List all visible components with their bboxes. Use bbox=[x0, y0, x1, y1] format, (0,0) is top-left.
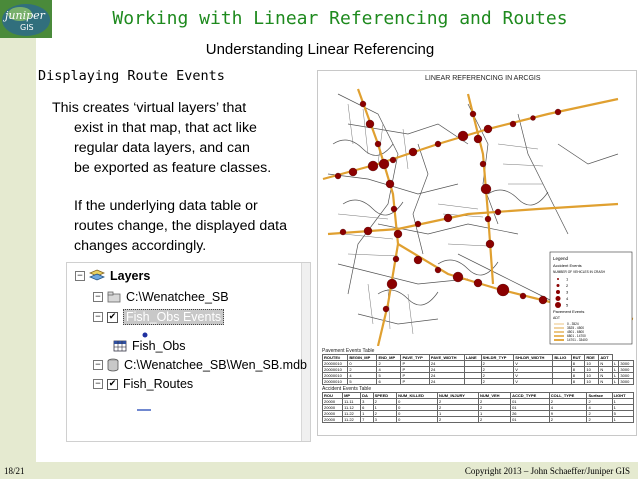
table-cell: 2 bbox=[481, 367, 514, 373]
pavement-class-label: 3525 - 4500 bbox=[567, 326, 585, 331]
toc-database-label: C:\Wenatchee_SB\Wen_SB.mdb bbox=[124, 358, 307, 372]
table-cell: 5 bbox=[348, 379, 377, 385]
paragraph-data-changes bbox=[52, 196, 287, 256]
slide-title: Working with Linear Referencing and Routes bbox=[112, 8, 568, 29]
legend-symbol bbox=[555, 302, 561, 308]
table-icon bbox=[113, 340, 127, 352]
table-cell: 20000 bbox=[323, 417, 343, 423]
paragraph-line: be exported as feature classes. bbox=[74, 160, 272, 176]
table-header-cell: SPEED bbox=[373, 393, 397, 399]
table-cell: 2 bbox=[549, 417, 587, 423]
table-cell: 4 bbox=[549, 405, 587, 411]
table-cell: 2 bbox=[438, 399, 479, 405]
table-header-cell: ROU bbox=[323, 393, 343, 399]
paragraph-line: exist in that map, that act like bbox=[74, 120, 257, 136]
table-header-cell: PAVE_WIDTH bbox=[429, 355, 464, 361]
table-cell bbox=[464, 379, 481, 385]
legend-symbol bbox=[556, 290, 560, 294]
table-cell: 24 bbox=[429, 367, 464, 373]
table-cell: 1 bbox=[373, 405, 397, 411]
table-of-contents-panel bbox=[66, 262, 311, 442]
table-cell: 1 bbox=[612, 417, 633, 423]
table-cell: V bbox=[514, 379, 553, 385]
table-header-cell: SHLDR_WIDTH bbox=[514, 355, 553, 361]
pavement-class-label: 0 - 3524 bbox=[567, 322, 579, 327]
table-cell: 2 bbox=[587, 417, 612, 423]
pavement-table-title: Pavement Events Table bbox=[322, 348, 375, 354]
table-cell: N bbox=[599, 373, 613, 379]
table-header-cell: DA bbox=[361, 393, 373, 399]
table-cell: 10 bbox=[585, 361, 599, 367]
table-cell: 10 bbox=[585, 373, 599, 379]
svg-text:juniper: juniper bbox=[5, 9, 45, 22]
table-cell: 11.11 bbox=[343, 399, 361, 405]
collapse-icon[interactable]: − bbox=[75, 271, 85, 281]
table-header-cell: Surface bbox=[587, 393, 612, 399]
collapse-icon[interactable]: − bbox=[93, 360, 103, 370]
pavement-class-label: 6801 - 14700 bbox=[567, 334, 586, 339]
slide-number: 18/21 bbox=[4, 466, 25, 476]
table-cell: 0 bbox=[397, 399, 438, 405]
table-header-cell: NUM_INJURY bbox=[438, 393, 479, 399]
svg-text:GIS: GIS bbox=[20, 23, 34, 32]
table-header-cell: RUT bbox=[571, 355, 585, 361]
table-cell: 01 bbox=[511, 405, 550, 411]
legend-class-label: 1 bbox=[566, 276, 569, 282]
table-cell: 4 bbox=[348, 373, 377, 379]
table-cell: P bbox=[401, 367, 429, 373]
pavement-legend-field: ADT bbox=[553, 316, 560, 320]
table-cell: 6 bbox=[377, 379, 401, 385]
legend-title: Legend bbox=[553, 256, 569, 261]
database-icon bbox=[107, 358, 119, 372]
juniper-gis-logo bbox=[0, 0, 52, 38]
toc-layer-row-fish-obs-events[interactable] bbox=[93, 309, 224, 325]
table-cell: 11.12 bbox=[343, 405, 361, 411]
table-cell: 20000010 bbox=[323, 361, 348, 367]
table-cell: 01 bbox=[511, 417, 550, 423]
table-cell: 3000 bbox=[619, 361, 634, 367]
table-header-cell: LIGHT bbox=[612, 393, 633, 399]
pavement-class-label: 4501 - 6800 bbox=[567, 330, 585, 335]
toc-scrollbar[interactable] bbox=[301, 263, 310, 441]
table-cell: N bbox=[599, 367, 613, 373]
accident-events-table-panel bbox=[322, 386, 634, 423]
legend-symbol bbox=[556, 296, 561, 301]
table-header-cell: END_MP bbox=[377, 355, 401, 361]
table-cell: 24 bbox=[429, 361, 464, 367]
accident-table-title: Accident Events Table bbox=[322, 386, 372, 392]
table-cell: 0 bbox=[397, 405, 438, 411]
legend-class-label: 5 bbox=[566, 302, 569, 308]
table-header-cell: PAVE_TYP bbox=[401, 355, 429, 361]
table-cell: P bbox=[401, 379, 429, 385]
legend-class-label: 2 bbox=[566, 283, 569, 288]
table-header-cell: ACCD_TYPE bbox=[511, 393, 550, 399]
table-cell: 1 bbox=[612, 405, 633, 411]
table-cell: 2 bbox=[481, 373, 514, 379]
table-cell: 8 bbox=[571, 379, 585, 385]
toc-root-label: Layers bbox=[110, 269, 151, 283]
paragraph-line: changes accordingly. bbox=[74, 238, 207, 254]
table-cell: 3 bbox=[361, 399, 373, 405]
pavement-events-table bbox=[322, 354, 634, 385]
table-cell: 8 bbox=[571, 367, 585, 373]
table-header-cell: SHLDR_TYP bbox=[481, 355, 514, 361]
table-cell: 1 bbox=[361, 411, 373, 417]
table-cell: 2 bbox=[481, 379, 514, 385]
paragraph-line: routes change, the displayed data bbox=[74, 218, 287, 234]
paragraph-virtual-layers bbox=[52, 98, 271, 178]
table-cell: 20000010 bbox=[323, 373, 348, 379]
table-cell: 3000 bbox=[619, 367, 634, 373]
toc-layer-label[interactable]: Fish_Obs Events bbox=[123, 309, 224, 325]
slide-sidebar-band bbox=[0, 0, 36, 462]
table-cell: 2 bbox=[438, 417, 479, 423]
table-cell: 2 bbox=[479, 399, 511, 405]
collapse-icon[interactable]: − bbox=[93, 312, 103, 322]
table-cell: 20000010 bbox=[323, 367, 348, 373]
folder-icon bbox=[107, 291, 121, 303]
table-cell: 0 bbox=[397, 417, 438, 423]
table-cell: 5 bbox=[377, 373, 401, 379]
toc-table-label: Fish_Obs bbox=[132, 339, 186, 353]
table-cell: 0 bbox=[348, 361, 377, 367]
table-header-cell: NUM_VEH bbox=[479, 393, 511, 399]
legend-subtitle: Accident Events bbox=[553, 263, 582, 268]
table-cell: 8 bbox=[571, 373, 585, 379]
toc-table-row-fish-obs[interactable] bbox=[113, 339, 186, 353]
table-row bbox=[323, 417, 634, 423]
legend-symbol bbox=[557, 278, 559, 280]
table-cell: 20000010 bbox=[323, 379, 348, 385]
layer-visibility-checkbox[interactable]: ✔ bbox=[108, 378, 117, 389]
table-cell: V bbox=[514, 373, 553, 379]
paragraph-line: regular data layers, and can bbox=[74, 140, 250, 156]
accident-event-points bbox=[335, 101, 561, 312]
toc-root-row[interactable] bbox=[75, 269, 150, 283]
table-cell: 2 bbox=[438, 405, 479, 411]
toc-layer-label[interactable]: Fish_Routes bbox=[123, 377, 194, 391]
pavement-events-table-panel bbox=[322, 348, 634, 385]
table-cell: 6 bbox=[361, 405, 373, 411]
toc-layer-row-fish-routes[interactable] bbox=[93, 377, 193, 391]
table-cell: 2 bbox=[373, 411, 397, 417]
table-cell: L bbox=[613, 361, 619, 367]
table-cell: P bbox=[401, 373, 429, 379]
table-cell: L bbox=[613, 379, 619, 385]
table-cell: 0 bbox=[397, 411, 438, 417]
table-cell: P bbox=[401, 361, 429, 367]
table-cell: 8 bbox=[571, 361, 585, 367]
table-cell: 7 bbox=[361, 417, 373, 423]
accident-events-table bbox=[322, 392, 634, 423]
paragraph-line: This creates ‘virtual layers’ that bbox=[52, 100, 247, 116]
table-cell: 4 bbox=[587, 405, 612, 411]
table-cell: N bbox=[599, 379, 613, 385]
legend-class-label: 4 bbox=[566, 296, 569, 301]
table-header-cell: BEGIN_MP bbox=[348, 355, 377, 361]
table-cell: 4 bbox=[377, 367, 401, 373]
collapse-icon[interactable]: − bbox=[93, 292, 103, 302]
table-cell: 20000 bbox=[323, 411, 343, 417]
table-cell: 20000 bbox=[323, 405, 343, 411]
table-cell: N bbox=[599, 361, 613, 367]
table-row bbox=[323, 379, 634, 385]
paragraph-line: If the underlying data table or bbox=[74, 198, 258, 214]
table-cell: 24 bbox=[429, 373, 464, 379]
table-cell bbox=[553, 379, 571, 385]
table-cell: 24 bbox=[429, 379, 464, 385]
table-header-cell: ROUTE# bbox=[323, 355, 348, 361]
table-cell: 2 bbox=[549, 399, 587, 405]
table-cell: 1 bbox=[479, 411, 511, 417]
copyright-notice: Copyright 2013 – John Schaeffer/Juniper GIS bbox=[464, 466, 630, 476]
table-cell: 2 bbox=[587, 399, 612, 405]
table-cell: 01 bbox=[511, 399, 550, 405]
table-header-cell: MP bbox=[343, 393, 361, 399]
legend-class-label: 3 bbox=[566, 289, 569, 295]
table-cell: 1 bbox=[612, 399, 633, 405]
slide-subtitle: Understanding Linear Referencing bbox=[205, 41, 435, 58]
table-cell: 11.22 bbox=[343, 411, 361, 417]
table-header-cell: ADT bbox=[599, 355, 613, 361]
table-cell: 10 bbox=[585, 367, 599, 373]
pavement-class-label: 14701 - 33400 bbox=[567, 338, 588, 343]
table-cell: 2 bbox=[348, 367, 377, 373]
layer-visibility-checkbox[interactable]: ✔ bbox=[108, 311, 117, 322]
toc-data-frame-label: C:\Wenatchee_SB bbox=[126, 290, 229, 304]
table-cell: V bbox=[514, 361, 553, 367]
table-cell: 11.22 bbox=[343, 417, 361, 423]
table-header-cell: BLLIG bbox=[553, 355, 571, 361]
layers-icon bbox=[89, 269, 105, 283]
table-cell: V bbox=[514, 367, 553, 373]
table-cell: 10 bbox=[585, 379, 599, 385]
table-cell: L bbox=[613, 367, 619, 373]
legend-field: NUMBER OF VEHICLES IN CRASH bbox=[553, 270, 605, 274]
pavement-legend-title: Pavement Events bbox=[553, 309, 585, 314]
legend-symbol bbox=[557, 284, 560, 287]
table-header-cell: LANE bbox=[464, 355, 481, 361]
map-title: LINEAR REFERENCING IN ARCGIS bbox=[425, 75, 541, 82]
table-cell: 5 bbox=[612, 411, 633, 417]
table-cell: 20000 bbox=[323, 399, 343, 405]
toc-data-frame-row[interactable] bbox=[93, 290, 229, 304]
table-cell: 1 bbox=[438, 411, 479, 417]
table-cell: 2 bbox=[377, 361, 401, 367]
table-header-cell: RDE bbox=[585, 355, 599, 361]
collapse-icon[interactable]: − bbox=[93, 379, 103, 389]
table-cell: 2 bbox=[373, 399, 397, 405]
table-header-cell: COLL_TYPE bbox=[549, 393, 587, 399]
table-cell: 3000 bbox=[619, 379, 634, 385]
table-cell: 26 bbox=[511, 411, 550, 417]
route-events-map bbox=[318, 84, 636, 346]
table-cell: L bbox=[613, 373, 619, 379]
table-cell: 2 bbox=[479, 417, 511, 423]
toc-database-row[interactable] bbox=[93, 358, 307, 372]
section-heading: Displaying Route Events bbox=[38, 68, 225, 84]
line-symbol-icon bbox=[137, 399, 151, 417]
table-cell: 2 bbox=[479, 405, 511, 411]
table-header-cell: NUM_KILLED bbox=[397, 393, 438, 399]
table-cell: 2 bbox=[481, 361, 514, 367]
table-cell: 2 bbox=[587, 411, 612, 417]
table-cell: 3 bbox=[373, 417, 397, 423]
table-cell: 9 bbox=[549, 411, 587, 417]
table-cell: 3000 bbox=[619, 373, 634, 379]
